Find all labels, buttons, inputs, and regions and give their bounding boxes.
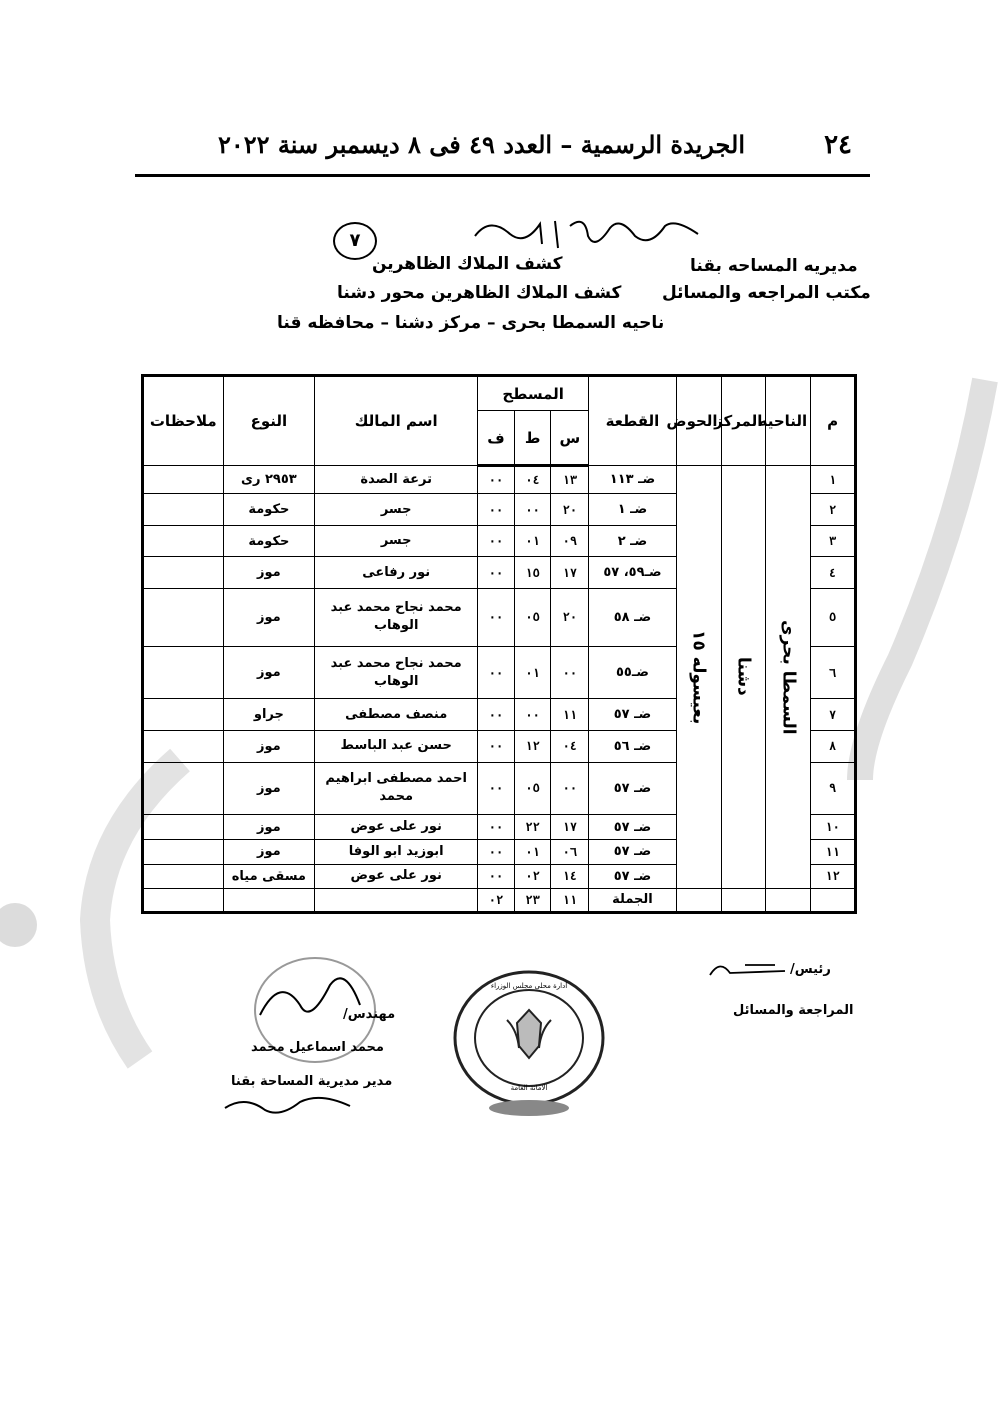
cell-f: ٠٠: [478, 525, 515, 557]
cell-t: ٠٠: [514, 699, 551, 731]
chief-title: رئيس/: [790, 962, 831, 977]
cell-f: ٠٠: [478, 815, 515, 840]
col-header-type: النوع: [223, 376, 315, 466]
cell-m: ٧: [811, 699, 856, 731]
cell-owner: جسر: [315, 525, 478, 557]
total-f: ٠٢: [478, 888, 515, 912]
total-t: ٢٣: [514, 888, 551, 912]
cell-f: ٠٠: [478, 731, 515, 763]
cell-notes: [143, 589, 224, 647]
page-number: ٢٤: [824, 130, 852, 160]
cell-qetaa: ضـ ٥٦: [589, 731, 677, 763]
cell-m: ١١: [811, 840, 856, 864]
cell-type: حكومة: [223, 494, 315, 526]
col-header-hod: الحوض: [676, 376, 721, 466]
cell-t: ١٥: [514, 557, 551, 589]
cell-owner: حسن عبد الباسط: [315, 731, 478, 763]
cell-f: ٠٠: [478, 557, 515, 589]
col-header-area: المسطح: [478, 376, 589, 411]
cell-m: ٣: [811, 525, 856, 557]
cell-s: ٠٦: [551, 840, 589, 864]
cell-qetaa: ضـ ١١٣: [589, 466, 677, 494]
cell-type: موز: [223, 589, 315, 647]
cell-f: ٠٠: [478, 762, 515, 815]
cell-owner-empty: [315, 888, 478, 912]
cell-m: ٨: [811, 731, 856, 763]
col-header-m: م: [811, 376, 856, 466]
cell-notes: [143, 466, 224, 494]
cell-f: ٠٠: [478, 646, 515, 699]
cell-owner: ابوزيد ابو الوفا: [315, 840, 478, 864]
cell-notes: [143, 815, 224, 840]
cell-s: ٠٩: [551, 525, 589, 557]
cell-t: ٢٢: [514, 815, 551, 840]
chief-department: المراجعة والمسائل: [733, 1003, 854, 1018]
cell-type: حكومة: [223, 525, 315, 557]
table-total-row: [143, 888, 856, 912]
cell-s: ٠٤: [551, 731, 589, 763]
cell-s: ١٤: [551, 864, 589, 888]
cell-type-empty: [223, 888, 315, 912]
cell-qetaa: ضـ ٢: [589, 525, 677, 557]
cell-m-empty: [811, 888, 856, 912]
cell-owner: احمد مصطفى ابراهيم محمد: [315, 762, 478, 815]
cell-f: ٠٠: [478, 589, 515, 647]
cell-type: مسقى مياه: [223, 864, 315, 888]
cell-notes: [143, 840, 224, 864]
page-header: [135, 118, 870, 178]
cell-f: ٠٠: [478, 466, 515, 494]
col-header-s: س: [551, 411, 589, 466]
cell-owner: محمد نجاح محمد عبد الوهاب: [315, 646, 478, 699]
cell-nahia-merged: السمطا بحرى: [766, 466, 811, 889]
col-header-qetaa: القطعة: [589, 376, 677, 466]
cell-notes: [143, 494, 224, 526]
cell-markaz-merged: دشنا: [721, 466, 766, 889]
cell-owner: نور على عوض: [315, 864, 478, 888]
official-seal: [447, 968, 612, 1118]
cell-m: ١٢: [811, 864, 856, 888]
engineer-position: مدير مديرية المساحة بقنا: [231, 1074, 393, 1089]
cell-m: ٤: [811, 557, 856, 589]
cell-m: ٦: [811, 646, 856, 699]
cell-t: ٠٥: [514, 589, 551, 647]
cell-notes: [143, 646, 224, 699]
cell-qetaa: ضـ ٥٧: [589, 815, 677, 840]
cell-notes: [143, 699, 224, 731]
cell-f: ٠٠: [478, 699, 515, 731]
cell-m: ٥: [811, 589, 856, 647]
cell-qetaa: ضـ ٥٧: [589, 840, 677, 864]
cell-qetaa: ضـ ٥٧: [589, 762, 677, 815]
cell-notes: [143, 864, 224, 888]
col-header-f: ف: [478, 411, 515, 466]
cell-f: ٠٠: [478, 864, 515, 888]
col-header-t: ط: [514, 411, 551, 466]
location-line: ناحيه السمطا بحرى – مركز دشنا – محافظه قنا: [277, 313, 665, 333]
seal-bottom: الامانة العامة: [510, 1084, 548, 1092]
cell-qetaa: ضـ ٥٧: [589, 699, 677, 731]
cell-owner: ترعة الصدة: [315, 466, 478, 494]
cell-m: ٢: [811, 494, 856, 526]
chief-signature: [705, 955, 790, 983]
owners-register-table: [141, 374, 857, 914]
cell-t: ٠٥: [514, 762, 551, 815]
cell-qetaa: ضـ٥٥: [589, 646, 677, 699]
cell-m: ٩: [811, 762, 856, 815]
cell-type: موز: [223, 646, 315, 699]
cell-s: ٢٠: [551, 494, 589, 526]
cell-type: موز: [223, 762, 315, 815]
cell-owner: نور على عوض: [315, 815, 478, 840]
cell-f: ٠٠: [478, 494, 515, 526]
cell-m: ١٠: [811, 815, 856, 840]
cell-hod-merged: بعيسوله ١٥: [676, 466, 721, 889]
header-rule: [135, 174, 870, 177]
cell-notes-empty: [143, 888, 224, 912]
seal-text: ادارة محلى مجلس الوزراء: [490, 982, 568, 990]
cell-qetaa: ضـ ١: [589, 494, 677, 526]
cell-t: ٠١: [514, 840, 551, 864]
cell-s: ١٧: [551, 557, 589, 589]
cell-notes: [143, 762, 224, 815]
cell-notes: [143, 525, 224, 557]
cell-notes: [143, 557, 224, 589]
report-subtitle: كشف الملاك الظاهرين محور دشنا: [337, 283, 622, 303]
cell-type: موز: [223, 840, 315, 864]
cell-type: ٢٩٥٣ رى: [223, 466, 315, 494]
col-header-notes: ملاحظات: [143, 376, 224, 466]
gazette-title: الجريدة الرسمية – العدد ٤٩ فى ٨ ديسمبر سنة ٢٠٢٢: [218, 130, 745, 159]
cell-t: ٠٠: [514, 494, 551, 526]
cell-qetaa: ضـ٥٩، ٥٧: [589, 557, 677, 589]
cell-markaz-empty: [721, 888, 766, 912]
handwritten-annotation: [470, 206, 705, 256]
cell-t: ٠١: [514, 646, 551, 699]
table-row: [143, 466, 856, 494]
cell-type: موز: [223, 557, 315, 589]
cell-t: ٠٤: [514, 466, 551, 494]
cell-t: ٠٢: [514, 864, 551, 888]
cell-s: ٠٠: [551, 762, 589, 815]
cell-owner: نور رفاعى: [315, 557, 478, 589]
cell-t: ٠١: [514, 525, 551, 557]
cell-owner: محمد نجاح محمد عبد الوهاب: [315, 589, 478, 647]
manager-signature: [220, 1090, 360, 1120]
cell-nahia-empty: [766, 888, 811, 912]
col-header-markaz: المركز: [721, 376, 766, 466]
cell-t: ١٢: [514, 731, 551, 763]
cell-type: موز: [223, 731, 315, 763]
engineer-name: محمد اسماعيل محمد: [251, 1040, 384, 1055]
cell-notes: [143, 731, 224, 763]
cell-qetaa: ضـ ٥٨: [589, 589, 677, 647]
engineer-title: مهندس/: [343, 1007, 396, 1022]
total-s: ١١: [551, 888, 589, 912]
directorate-line: مديريه المساحه بقنا: [690, 256, 858, 276]
cell-s: ١٧: [551, 815, 589, 840]
total-label: الجملة: [589, 888, 677, 912]
cell-owner: منصف مصطفى: [315, 699, 478, 731]
col-header-nahia: الناحيه: [766, 376, 811, 466]
cell-qetaa: ضـ ٥٧: [589, 864, 677, 888]
cell-owner: جسر: [315, 494, 478, 526]
cell-s: ٠٠: [551, 646, 589, 699]
cell-type: جراو: [223, 699, 315, 731]
circled-number: ٧: [333, 222, 377, 260]
cell-m: ١: [811, 466, 856, 494]
col-header-owner: اسم المالك: [315, 376, 478, 466]
office-line: مكتب المراجعه والمسائل: [662, 283, 871, 303]
cell-s: ١٣: [551, 466, 589, 494]
cell-s: ١١: [551, 699, 589, 731]
report-title: كشف الملاك الظاهرين: [372, 254, 563, 274]
cell-hod-empty: [676, 888, 721, 912]
cell-s: ٢٠: [551, 589, 589, 647]
cell-type: موز: [223, 815, 315, 840]
cell-f: ٠٠: [478, 840, 515, 864]
